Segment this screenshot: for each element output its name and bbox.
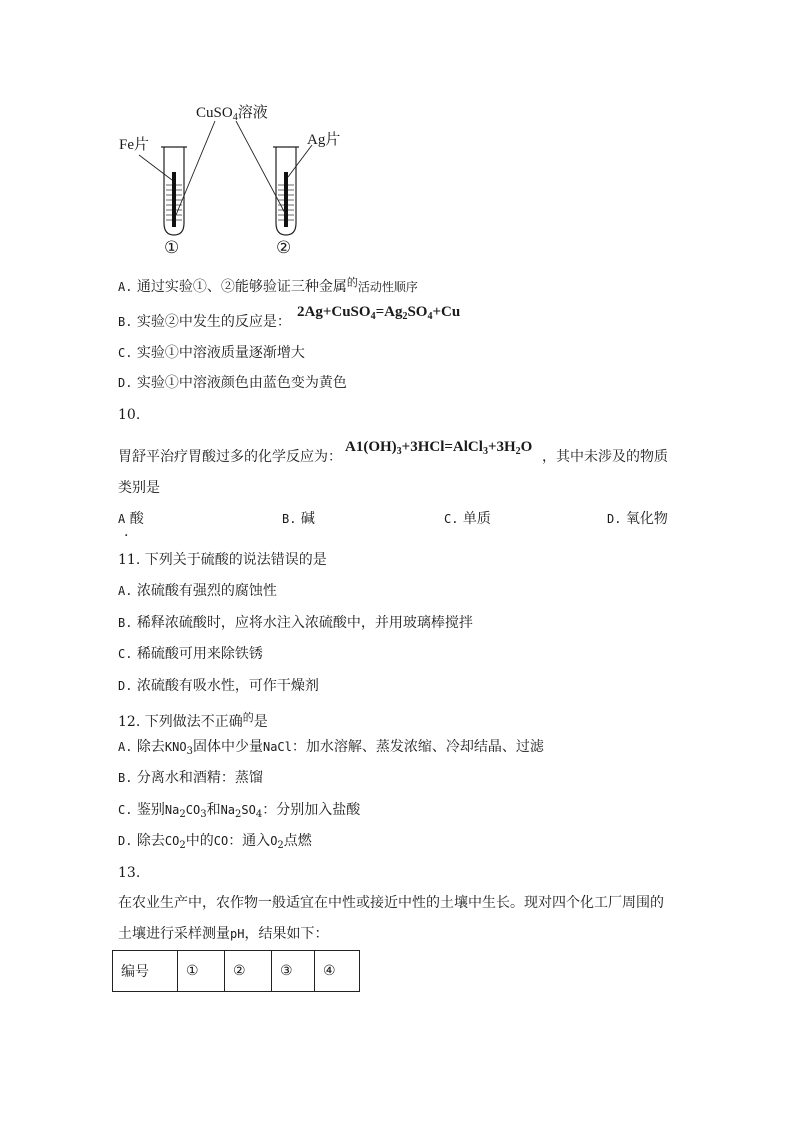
table-cell: ② [225,951,272,992]
table-row [113,951,360,992]
fe-strip [172,172,176,227]
q10-stem-line2: 类别是 [118,480,160,496]
q12-option-b: B. 分离水和酒精：蒸馏 [118,770,263,786]
q10-option-c: C. 单质 [444,511,491,527]
table-cell: ③ [272,951,315,992]
q13-stem-line2: 土壤进行采样测量pH，结果如下： [118,926,329,942]
q10-dot: . [124,524,129,540]
q12-option-c: C. 鉴别$Na_2CO_3$和$Na_2SO_4$：分别加入盐酸 [118,802,361,820]
q13-number: 13. [118,865,141,881]
q12-option-d: D. 除去$CO_2$中的CO：通入$O_2$点燃 [118,833,312,851]
q10-option-a: A 酸 [118,511,144,527]
table-cell: ④ [315,951,360,992]
q10-option-d: D. 氧化物 [607,511,668,527]
q10-equation: $A1(OH)_3+3HCl=AlCl_3+3H_2O$ [345,439,533,457]
test-tube-2 [273,147,299,235]
q9-option-a: A. 通过实验①、②能够验证三种金属$^的$活动性顺序 [118,276,418,295]
test-tube-1 [161,147,187,235]
q12-stem: 12. 下列做法不正确$^的$是 [118,711,268,730]
q9-option-b: B. 实验②中发生的反应是： [118,314,291,330]
tube-2-mark: ② [276,238,292,257]
q10-option-b: B. 碱 [282,511,315,527]
q11-option-d: D. 浓硫酸有吸水性，可作干燥剂 [118,678,319,694]
table-cell: ① [178,951,225,992]
q12-option-a: A. 除去$KNO_3$固体中少量NaCl：加水溶解、蒸发浓缩、冷却结晶、过滤 [118,739,544,757]
ag-strip-label: Ag片 [307,132,341,148]
ag-strip [284,172,288,227]
q11-option-a: A. 浓硫酸有强烈的腐蚀性 [118,583,277,599]
q9-option-c: C. 实验①中溶液质量逐渐增大 [118,345,305,361]
table-header-cell: 编号 [113,951,178,992]
q11-stem: 11. 下列关于硫酸的说法错误的是 [118,552,327,568]
q13-stem-line1: 在农业生产中，农作物一般适宜在中性或接近中性的土壤中生长。现对四个化工厂周围的 [118,895,664,911]
q10-number: 10. [118,407,141,423]
q11-option-b: B. 稀释浓硫酸时，应将水注入浓硫酸中，并用玻璃棒搅拌 [118,615,473,631]
q11-option-c: C. 稀硫酸可用来除铁锈 [118,646,263,662]
tube-1-mark: ① [164,238,180,257]
fe-strip-label: Fe片 [119,137,150,153]
q9-option-d: D. 实验①中溶液颜色由蓝色变为黄色 [118,375,347,391]
q10-stem-continued: ，其中未涉及的物质 [542,449,668,465]
cuso4-solution-label: CuSO$_4$溶液 [196,105,268,123]
q10-stem: 胃舒平治疗胃酸过多的化学反应为： [118,449,342,465]
ph-table [112,950,360,992]
q9-option-b-equation: $2Ag+CuSO_4=Ag_2SO_4+Cu$ [297,304,461,322]
